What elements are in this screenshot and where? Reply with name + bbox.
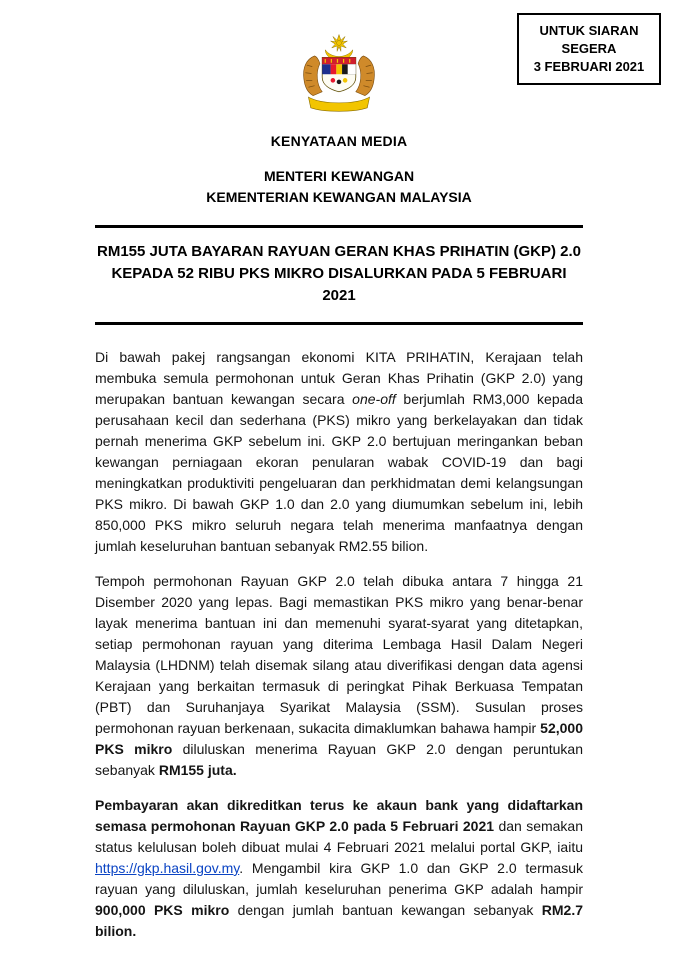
body-paragraph [95, 571, 583, 781]
text-segment-normal: dengan jumlah bantuan kewangan sebanyak [229, 902, 542, 918]
text-segment-bold: 52,000 PKS mikro [95, 720, 583, 757]
release-box-line-2: SEGERA [561, 41, 617, 56]
title-line-2: KEPADA 52 RIBU PKS MIKRO DISALURKAN PADA 5 FEBRUARI 2021 [111, 265, 567, 304]
release-date-box [517, 13, 661, 85]
text-segment-bold: Pembayaran akan dikreditkan terus ke akaun bank yang didaftarkan semasa permohonan Rayuan GKP 2.0 pada 5 Februari 2021 [95, 797, 583, 834]
text-segment-normal: diluluskan menerima Rayuan GKP 2.0 dengan peruntukan sebanyak [95, 741, 583, 778]
body-paragraphs [95, 347, 583, 942]
text-segment-normal: berjumlah RM3,000 kepada perusahaan kecil dan sederhana (PKS) mikro yang berkelayakan dan tidak pernah menerima GKP sebelum ini. GKP 2.0 bertujuan meringankan beban kewangan perniagaan ekoran penularan wabak COVID-19 dan bagi meningkatkan produktiviti pengeluaran dan perkhidmatan demi kelangsungan PKS mikro. Di bawah GKP 1.0 dan 2.0 yang diumumkan sebelum ini, lebih 850,000 PKS mikro seluruh negara telah menerima manfaatnya dengan jumlah keseluruhan bantuan sebanyak RM2.55 bilion. [95, 391, 583, 554]
text-segment-bold: 900,000 PKS mikro [95, 902, 230, 918]
body-paragraph [95, 347, 583, 557]
body-paragraph [95, 795, 583, 942]
text-segment-italic: one-off [352, 391, 396, 407]
text-segment-normal: dan semakan status kelulusan boleh dibuat mulai 4 Februari 2021 melalui portal GKP, iaitu [95, 818, 583, 855]
text-segment-normal: Di bawah pakej rangsangan ekonomi KITA PRIHATIN, Kerajaan telah membuka semula permohonan untuk Geran Khas Prihatin (GKP 2.0) yang merupakan bantuan kewangan secara [95, 349, 583, 407]
issuer-title: MENTERI KEWANGAN [263, 168, 415, 184]
issuer-org: KEMENTERIAN KEWANGAN MALAYSIA [206, 189, 472, 205]
text-segment-bold: RM2.7 bilion. [95, 902, 583, 939]
title-divider-top [95, 225, 583, 228]
release-box-line-1: UNTUK SIARAN [539, 23, 639, 38]
malaysia-coat-of-arms-icon [291, 33, 387, 117]
document-type-heading: KENYATAAN MEDIA [270, 133, 408, 149]
text-segment-bold: RM155 juta. [158, 762, 237, 778]
release-box-line-3: 3 FEBRUARI 2021 [533, 59, 645, 74]
press-release-title [95, 241, 583, 307]
title-divider-bottom [95, 322, 583, 325]
text-segment-normal: Tempoh permohonan Rayuan GKP 2.0 telah dibuka antara 7 hingga 21 Disember 2020 yang lepas. Bagi memastikan PKS mikro yang benar-benar layak menerima bantuan ini dan memenuhi syarat-syarat yang ditetapkan, setiap permohonan rayuan yang diterima Lembaga Hasil Dalam Negeri Malaysia (LHDNM) telah disemak silang atau diverifikasi dengan data agensi Kerajaan yang berkaitan termasuk di peringkat Pihak Berkuasa Tempatan (PBT) dan Suruhanjaya Syarikat Malaysia (SSM). Susulan proses permohonan rayuan berkenaan, sukacita dimaklumkan bahawa hampir [95, 573, 583, 736]
title-line-1: RM155 JUTA BAYARAN RAYUAN GERAN KHAS PRIHATIN (GKP) 2.0 [97, 243, 581, 260]
text-segment-normal: . Mengambil kira GKP 1.0 dan GKP 2.0 termasuk rayuan yang diluluskan, jumlah keseluruhan penerima GKP adalah hampir [95, 860, 583, 897]
gkp-portal-link[interactable]: https://gkp.hasil.gov.my [95, 860, 240, 876]
document-body [95, 225, 583, 942]
